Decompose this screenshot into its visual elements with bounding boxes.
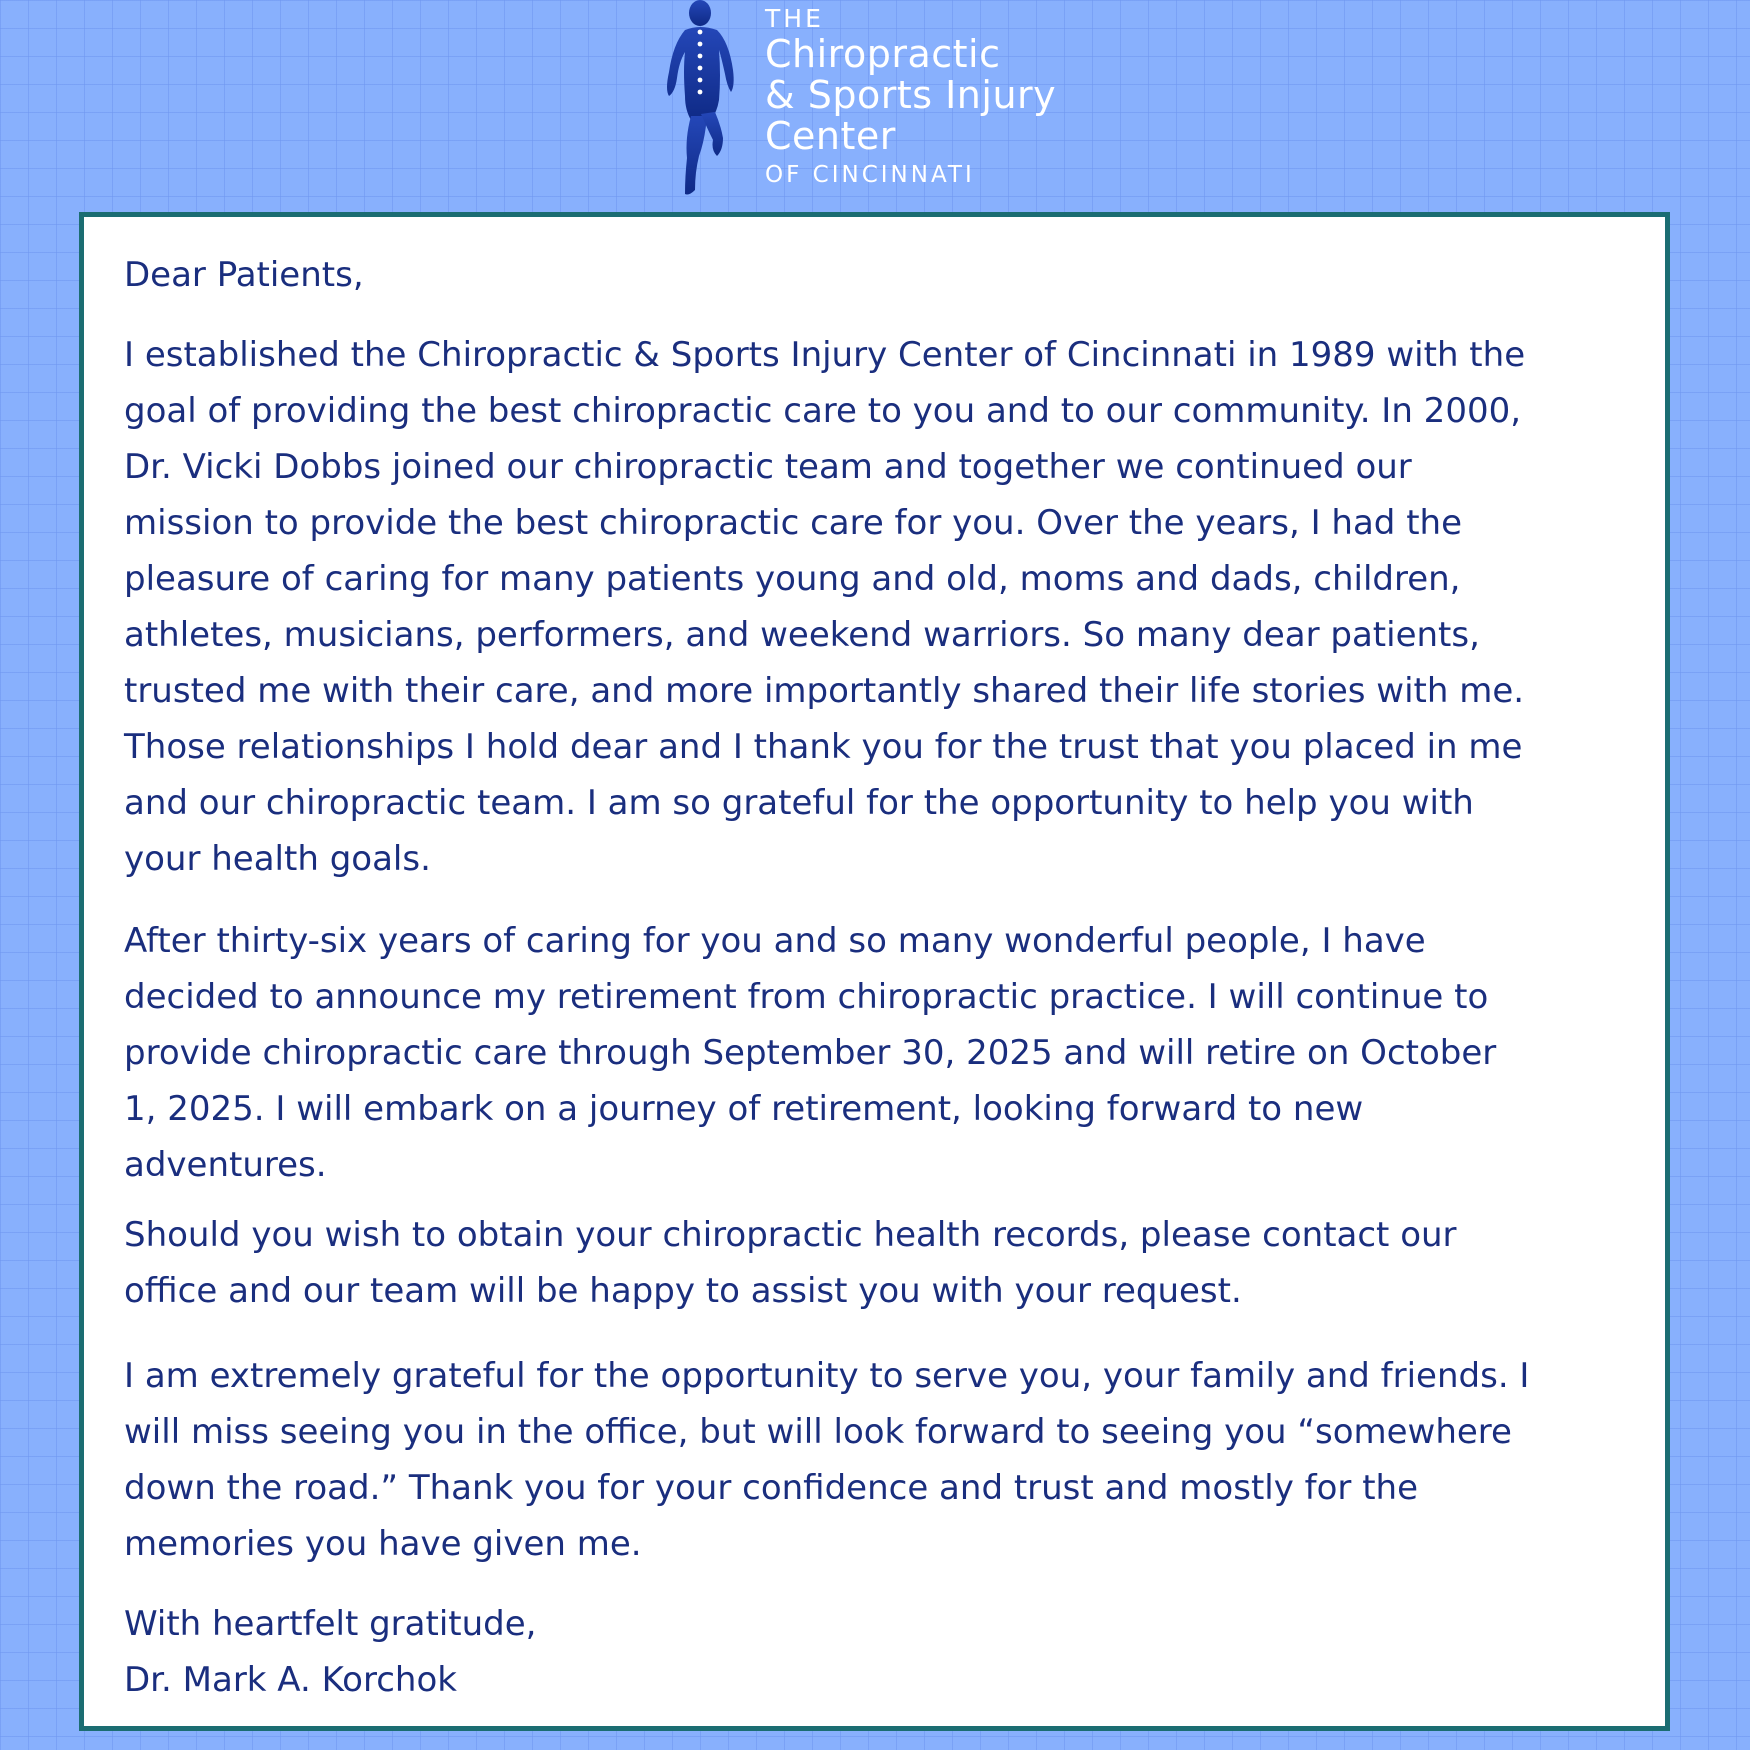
logo-wordmark bbox=[765, 4, 1056, 191]
letter-greeting: Dear Patients, bbox=[124, 255, 364, 295]
letter-closing: With heartfelt gratitude, bbox=[124, 1604, 537, 1644]
paragraph-line: and our chiropractic team. I am so grateful for the opportunity to help you with bbox=[124, 783, 1474, 823]
paragraph-records bbox=[124, 1207, 1625, 1319]
paragraph-line: pleasure of caring for many patients young and old, moms and dads, children, bbox=[124, 559, 1461, 599]
logo-of-cincinnati: OF CINCINNATI bbox=[765, 162, 975, 188]
clinic-logo bbox=[655, 0, 1115, 200]
paragraph-line: After thirty-six years of caring for you and so many wonderful people, I have bbox=[124, 921, 1426, 961]
paragraph-line: provide chiropractic care through September 30, 2025 and will retire on October bbox=[124, 1033, 1497, 1073]
paragraph-retirement bbox=[124, 913, 1625, 1193]
paragraph-line: 1, 2025. I will embark on a journey of retirement, looking forward to new bbox=[124, 1089, 1364, 1129]
logo-line-sports-injury: & Sports Injury bbox=[765, 73, 1057, 117]
paragraph-line: down the road.” Thank you for your confidence and trust and mostly for the bbox=[124, 1468, 1419, 1508]
logo-line-center: Center bbox=[765, 114, 896, 158]
paragraph-line: Those relationships I hold dear and I thank you for the trust that you placed in me bbox=[124, 727, 1523, 767]
paragraph-line: your health goals. bbox=[124, 839, 431, 879]
paragraph-line: trusted me with their care, and more importantly shared their life stories with me. bbox=[124, 671, 1525, 711]
paragraph-line: will miss seeing you in the office, but will look forward to seeing you “somewhere bbox=[124, 1412, 1512, 1452]
paragraph-line: I established the Chiropractic & Sports Injury Center of Cincinnati in 1989 with the bbox=[124, 335, 1526, 375]
paragraph-line: decided to announce my retirement from chiropractic practice. I will continue to bbox=[124, 977, 1489, 1017]
paragraph-history bbox=[124, 327, 1625, 887]
paragraph-line: adventures. bbox=[124, 1145, 327, 1185]
running-spine-figure-icon bbox=[655, 0, 745, 198]
letter-signature: Dr. Mark A. Korchok bbox=[124, 1660, 457, 1700]
paragraph-line: goal of providing the best chiropractic care to you and to our community. In 2000, bbox=[124, 391, 1522, 431]
letter-card bbox=[79, 212, 1670, 1731]
paragraph-line: memories you have given me. bbox=[124, 1524, 642, 1564]
paragraph-line: mission to provide the best chiropractic care for you. Over the years, I had the bbox=[124, 503, 1462, 543]
paragraph-line: office and our team will be happy to assist you with your request. bbox=[124, 1271, 1242, 1311]
paragraph-gratitude bbox=[124, 1348, 1625, 1572]
paragraph-line: athletes, musicians, performers, and weekend warriors. So many dear patients, bbox=[124, 615, 1480, 655]
paragraph-line: Dr. Vicki Dobbs joined our chiropractic team and together we continued our bbox=[124, 447, 1412, 487]
paragraph-line: Should you wish to obtain your chiropractic health records, please contact our bbox=[124, 1215, 1457, 1255]
logo-the: THE bbox=[765, 4, 824, 33]
logo-line-chiropractic: Chiropractic bbox=[765, 32, 1001, 76]
paragraph-line: I am extremely grateful for the opportunity to serve you, your family and friends. I bbox=[124, 1356, 1530, 1396]
